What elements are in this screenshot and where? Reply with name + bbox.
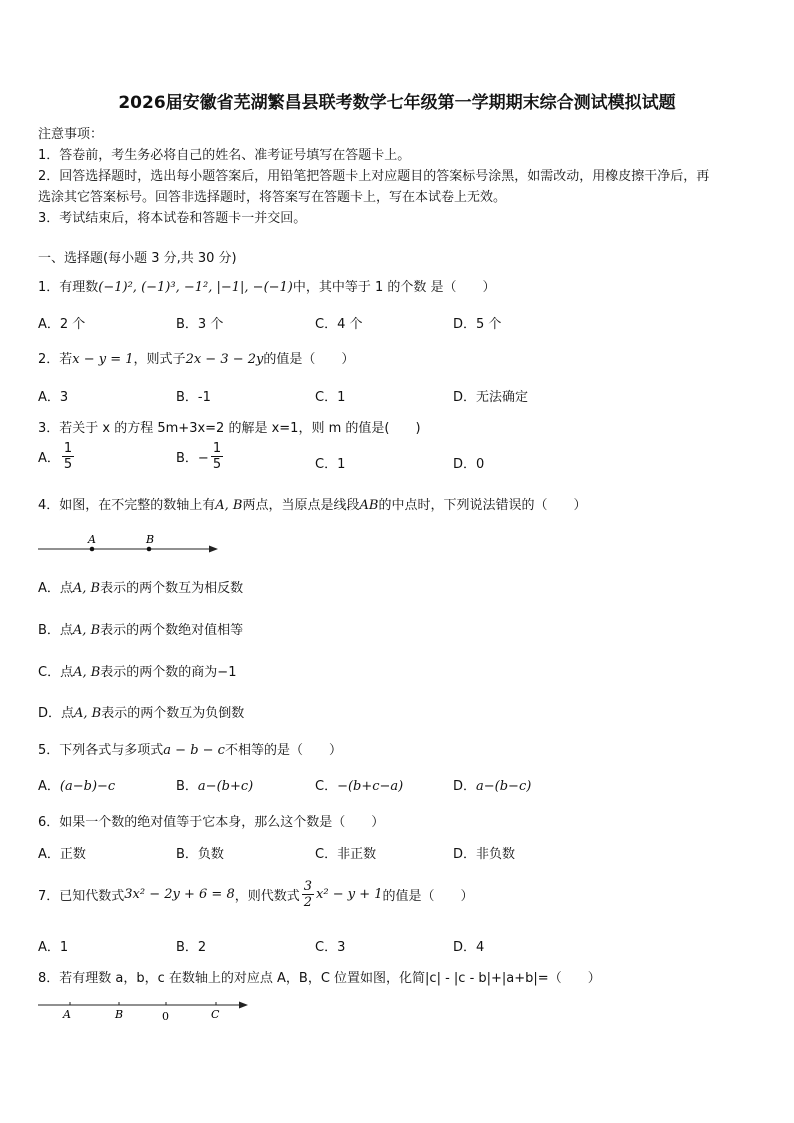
q3-option-d[interactable]: D．0: [453, 457, 485, 472]
q2-expression: 2x − 3 − 2y: [185, 352, 264, 367]
q8-axis-label-b: B: [115, 1008, 124, 1021]
q7-option-b[interactable]: B．2: [176, 940, 207, 955]
question-3: 3．若关于 x 的方程 5m+3x=2 的解是 x=1，则 m 的值是( ): [38, 421, 421, 436]
q1-option-c[interactable]: C．4 个: [315, 317, 363, 332]
question-1: [38, 276, 496, 295]
q2-prefix: 2．若: [38, 352, 73, 367]
q5-suffix: 不相等的是（ ）: [224, 743, 342, 758]
q7-option-a[interactable]: A．1: [38, 940, 69, 955]
q7-suffix: 的值是（ ）: [382, 889, 474, 904]
q5-option-d[interactable]: D．a−(b−c): [453, 779, 532, 794]
q4-points: A, B: [215, 498, 243, 513]
q5-option-b[interactable]: B．a−(b+c): [176, 779, 254, 794]
notice-item: 2．回答选择题时，选出每小题答案后，用铅笔把答题卡上对应题目的答案标号涂黑，如需改动，用橡皮擦干净后，再: [38, 169, 710, 184]
q2-option-c[interactable]: C．1: [315, 390, 346, 405]
q4-axis-label-b: B: [146, 533, 155, 546]
page-title: 2026届安徽省芜湖繁昌县联考数学七年级第一学期期末综合测试模拟试题: [118, 93, 676, 113]
question-8: 8．若有理数 a，b，c 在数轴上的对应点 A，B，C 位置如图，化简|c| - |c - b|+|a+b|=（ ）: [38, 971, 601, 986]
q7-option-d[interactable]: D．4: [453, 940, 485, 955]
q4-option-d[interactable]: D．点A, B表示的两个数互为负倒数: [38, 706, 245, 721]
q4-axis-label-a: A: [88, 533, 96, 546]
q3-option-a[interactable]: [38, 441, 76, 472]
q2-option-b[interactable]: B．-1: [176, 390, 211, 405]
q1-option-d[interactable]: D．5 个: [453, 317, 502, 332]
q3-option-a-label: A．: [38, 451, 60, 466]
q4-option-b[interactable]: B．点A, B表示的两个数绝对值相等: [38, 623, 244, 638]
q3-option-b-fraction: $\frac{1}{5}$: [212, 441, 222, 472]
q2-option-a[interactable]: A．3: [38, 390, 69, 405]
notice-item: 1．答卷前，考生务必将自己的姓名、准考证号填写在答题卡上。: [38, 148, 411, 163]
q4-prefix: 4．如图，在不完整的数轴上有: [38, 498, 216, 513]
q6-option-b[interactable]: B．负数: [176, 847, 224, 862]
question-4: [38, 494, 586, 513]
q1-expression: (−1)², (−1)³, −1², |−1|, −(−1): [98, 280, 293, 295]
section-heading: 一、选择题(每小题 3 分,共 30 分): [38, 251, 237, 266]
notice-item: 选涂其它答案标号。回答非选择题时，将答案写在答题卡上，写在本试卷上无效。: [38, 190, 507, 205]
q7-condition: 3x² − 2y + 6 = 8: [124, 887, 235, 902]
q7-prefix: 7．已知代数式: [38, 889, 125, 904]
q3-option-a-fraction: $\frac{1}{5}$: [63, 441, 73, 472]
q7-fraction: $\frac{3}{2}$: [303, 879, 313, 910]
q2-option-d[interactable]: D．无法确定: [453, 390, 529, 405]
notice-item: 3．考试结束后，将本试卷和答题卡一并交回。: [38, 211, 307, 226]
q5-option-c[interactable]: C．−(b+c−a): [315, 779, 404, 794]
q3-option-b-label: B．−: [176, 451, 209, 466]
q5-option-a[interactable]: A．(a−b)−c: [38, 779, 116, 794]
q1-prefix: 1．有理数: [38, 280, 99, 295]
q1-option-a[interactable]: A．2 个: [38, 317, 86, 332]
q8-axis-label-c: C: [211, 1008, 220, 1021]
q8-axis-label-zero: 0: [162, 1010, 169, 1023]
question-6: 6．如果一个数的绝对值等于它本身，那么这个数是（ ）: [38, 815, 385, 830]
q3-option-c[interactable]: C．1: [315, 457, 346, 472]
q2-condition: x − y = 1: [72, 352, 134, 367]
q6-option-c[interactable]: C．非正数: [315, 847, 377, 862]
q6-option-a[interactable]: A．正数: [38, 847, 86, 862]
q8-axis-label-a: A: [63, 1008, 71, 1021]
q6-option-d[interactable]: D．非负数: [453, 847, 516, 862]
q4-suffix: 的中点时，下列说法错误的（ ）: [378, 498, 587, 513]
q1-suffix: 中，其中等于 1 的个数 是（ ）: [292, 280, 496, 295]
question-7: [38, 879, 474, 910]
question-5: [38, 739, 342, 758]
question-2: [38, 348, 354, 367]
q4-option-c[interactable]: C．点A, B表示的两个数的商为−1: [38, 665, 237, 680]
q2-suffix: 的值是（ ）: [263, 352, 355, 367]
q2-mid: ，则式子: [133, 352, 186, 367]
notice-heading: 注意事项：: [38, 127, 104, 142]
q5-prefix: 5．下列各式与多项式: [38, 743, 164, 758]
q4-mid: 两点，当原点是线段: [242, 498, 360, 513]
q8-number-line: [36, 996, 256, 1024]
q1-option-b[interactable]: B．3 个: [176, 317, 224, 332]
q3-option-b[interactable]: [176, 441, 225, 472]
q7-option-c[interactable]: C．3: [315, 940, 346, 955]
q7-mid: ，则代数式: [234, 889, 300, 904]
q4-option-a[interactable]: A．点A, B表示的两个数互为相反数: [38, 581, 244, 596]
q5-expression: a − b − c: [163, 743, 225, 758]
q4-segment: AB: [359, 498, 379, 513]
q4-number-line: [36, 532, 222, 558]
q7-expression: x² − y + 1: [316, 887, 383, 902]
